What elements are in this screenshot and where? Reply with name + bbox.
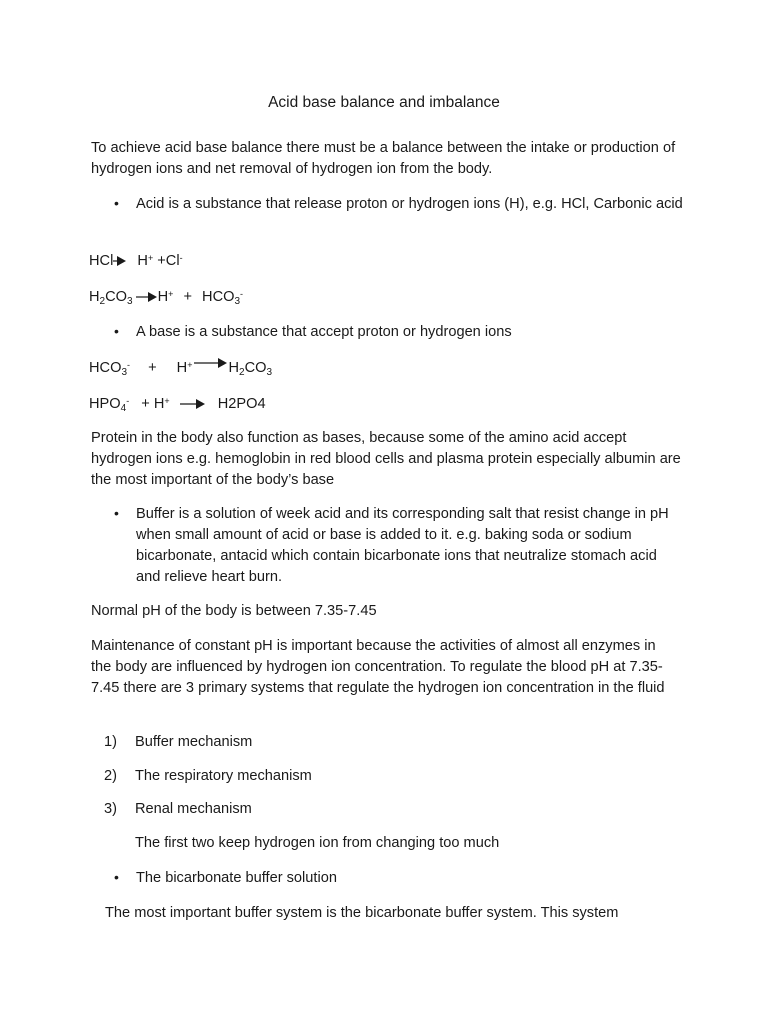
eq2-reactant: $H_2CO_3$ — [89, 289, 133, 307]
system-number: 1) — [104, 734, 117, 750]
protein-paragraph: Protein in the body also function as bases, because some of the amino acid accept hydrogen ions e.g. hemoglobin in red blood cells and plasma protein especially albumin are the most important of the body’s base — [91, 430, 681, 488]
eq1-product-h: H+ — [137, 253, 154, 269]
maintenance-paragraph: Maintenance of constant pH is important because the activities of almost all enzymes in the body are influenced by hydrogen ion concentration. To regulate the blood pH at 7.35-7.45 there are 3 primary systems that regulate the hydrogen ion concentration in the fluid — [91, 638, 665, 696]
system-label: The respiratory mechanism — [135, 768, 312, 784]
bullet-buffer-dot: • — [114, 505, 119, 521]
equation-carbonic — [89, 287, 243, 309]
bullet-buffer-text: Buffer is a solution of week acid and its corresponding salt that resist change in pH when small amount of acid or base is added to it. e.g. baking soda or sodium bicarbonate, antacid which contain bicarbonate ions that neutralize stomach acid and relieve heart burn. — [136, 506, 669, 585]
eq2-product-hco3: $HCO_3^-$ — [202, 289, 244, 307]
eq1-reactant: HCl — [89, 253, 114, 269]
system-item-2 — [104, 766, 312, 787]
equation-phosphate — [89, 394, 266, 416]
reaction-arrow-icon — [113, 256, 127, 266]
eq2-product-h: H+ — [157, 289, 174, 305]
bullet-bicarb-dot: • — [114, 869, 119, 885]
system-item-3 — [104, 799, 252, 820]
system-label: Renal mechanism — [135, 801, 252, 817]
eq4-product: H2PO4 — [217, 396, 266, 412]
eq1-product-cl: +Cl- — [157, 253, 183, 269]
intro-paragraph: To achieve acid base balance there must be a balance between the intake or production of hydrogen ions and net removal of hydrogen ion from the body. — [91, 140, 676, 177]
eq4-plus-h: + H+ — [141, 396, 170, 412]
system-item-1 — [104, 732, 253, 753]
system-number: 2) — [104, 768, 117, 784]
eq3-product: $H_2CO_3$ — [228, 360, 273, 378]
bullet-bicarb-text: The bicarbonate buffer solution — [136, 870, 337, 886]
bullet-base-dot: • — [114, 323, 119, 339]
bullet-base-text: A base is a substance that accept proton or hydrogen ions — [136, 324, 512, 340]
system-number: 3) — [104, 801, 117, 817]
system-label: Buffer mechanism — [135, 734, 253, 750]
equation-bicarbonate — [89, 358, 272, 380]
eq4-reactant-hpo4: $HPO_4^-$ — [89, 396, 130, 414]
eq2-plus: + — [183, 289, 192, 305]
normal-ph-line: Normal pH of the body is between 7.35-7.45 — [91, 603, 377, 619]
reaction-arrow-icon — [180, 399, 206, 409]
bullet-acid-dot: • — [114, 195, 119, 211]
page-title: Acid base balance and imbalance — [268, 94, 500, 111]
reaction-arrow-icon — [194, 357, 228, 369]
eq3-plus: + — [148, 360, 157, 376]
reaction-arrow-icon — [136, 292, 158, 302]
bullet-acid-text: Acid is a substance that release proton or hydrogen ions (H), e.g. HCl, Carbonic acid — [136, 196, 683, 212]
eq3-reactant-h: H+ — [176, 360, 193, 376]
closing-line: The most important buffer system is the bicarbonate buffer system. This system — [105, 905, 619, 921]
first-two-note: The first two keep hydrogen ion from changing too much — [135, 835, 500, 851]
equation-hcl — [89, 251, 183, 272]
eq3-reactant-hco3: $HCO_3^-$ — [89, 360, 130, 378]
